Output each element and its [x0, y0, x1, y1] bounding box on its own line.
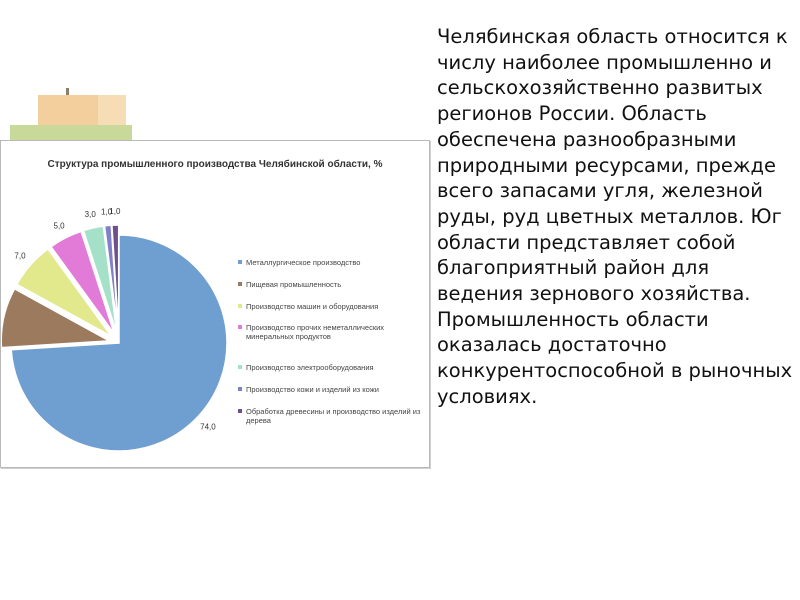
chart-title: Структура промышленного производства Челябинской области, % [47, 159, 383, 170]
slice-value-label: 1,0 [101, 207, 113, 217]
legend-swatch [238, 387, 242, 391]
legend-label: Обработка древесины и производство изделий из дерева [246, 407, 421, 425]
chart-image [0, 140, 430, 468]
legend-swatch [238, 325, 242, 329]
legend-item [238, 363, 428, 372]
legend-item [238, 302, 428, 311]
legend-label: Производство прочих неметаллических минеральных продуктов [246, 323, 385, 341]
legend-label: Производство электрооборудования [246, 363, 374, 372]
legend-label: Металлургическое производство [246, 258, 361, 267]
slice-value-label: 1,0 [109, 207, 121, 217]
legend-item [238, 385, 428, 394]
legend-item [238, 407, 428, 425]
slice-value-label: 5,0 [53, 221, 65, 231]
legend-label: Производство машин и оборудования [246, 302, 379, 311]
legend-swatch [238, 409, 242, 413]
main-paragraph: Челябинская область относится к числу наиболее промышленно и сельскохозяйственно развитых регионов России. Область обеспечена разнообразными природными ресурсами, прежде всего запасами угля, железной руды, руд цветных металлов. Юг области представляет собой благоприятный район для ведения зернового хозяйства. Промышленность области оказалась достаточно конкурентоспособной в рыночных условиях. [437, 25, 793, 408]
legend-swatch [238, 260, 242, 264]
decor-block-light [98, 95, 126, 127]
legend-item [238, 280, 428, 289]
legend-label: Пищевая промышленность [246, 280, 342, 289]
legend-swatch [238, 365, 242, 369]
legend-swatch [238, 282, 242, 286]
legend-swatch [238, 304, 242, 308]
slice-value-label: 3,0 [84, 210, 96, 220]
legend-item [238, 258, 428, 267]
chart-legend [238, 258, 428, 425]
legend-item [238, 323, 428, 341]
slice-value-label: 7,0 [14, 251, 26, 261]
legend-label: Производство кожи и изделий из кожи [246, 385, 379, 394]
slice-value-label: 74,0 [200, 422, 216, 432]
